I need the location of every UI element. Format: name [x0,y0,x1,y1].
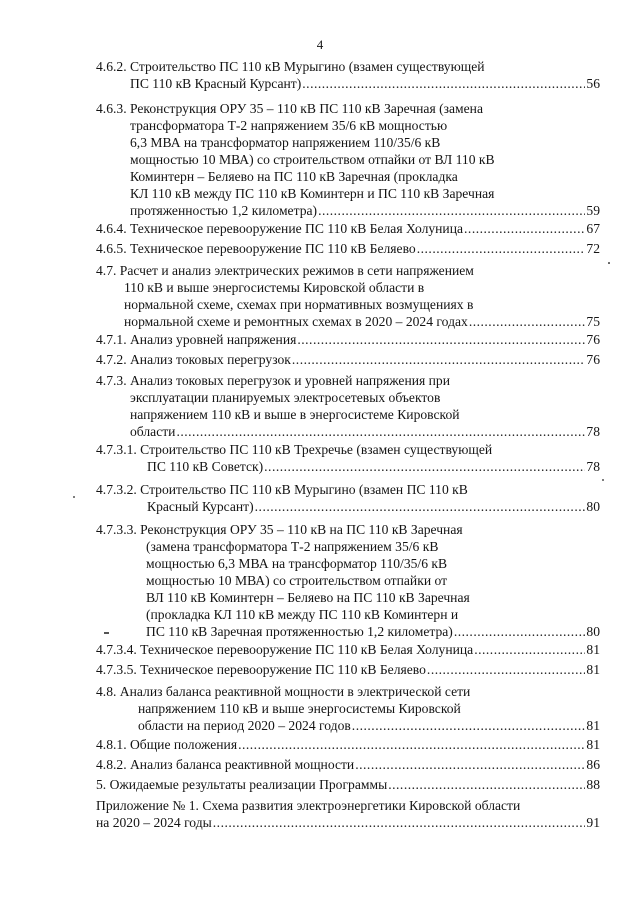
toc-line [146,538,438,555]
toc-entry-title: 4.7.3.4. Техническое перевооружение ПС 110 кВ Белая Холуница [96,642,474,657]
dot-leader [176,423,585,440]
dot-leader [264,458,585,475]
toc-line [96,441,492,458]
toc-entry-title: нормальной схеме и ремонтных схемах в 2020 – 2024 годах [124,314,468,329]
scan-speck [104,632,109,634]
toc-entry-title: 4.6.3. Реконструкция ОРУ 35 – 110 кВ ПС 110 кВ Заречная (замена [96,101,483,116]
toc-line [147,498,600,515]
toc-page-number: 81 [586,737,600,752]
toc-page-number: 76 [586,332,600,347]
toc-entry-title: 4.8.1. Общие положения [96,737,238,752]
toc-line [130,185,494,202]
toc-entry-title: ПС 110 кВ Красный Курсант) [130,76,302,91]
toc-line [147,458,600,475]
toc-entry-title: мощностью 6,3 МВА на трансформатор 110/35/6 кВ [146,556,448,571]
dot-leader [474,641,585,658]
toc-entry-title: Красный Курсант) [147,499,254,514]
toc-line [96,756,600,773]
toc-line [96,661,600,678]
toc-entry[interactable] [0,481,640,515]
toc-entry[interactable] [0,331,640,348]
toc-page-number: 75 [586,314,600,329]
toc-entry-title: протяженностью 1,2 километра) [130,203,318,218]
toc-entry[interactable] [0,683,640,734]
toc-entry[interactable] [0,220,640,237]
toc-entry-title: трансформатора Т-2 напряжением 35/6 кВ мощностью [130,118,448,133]
toc-line [96,521,463,538]
toc-entry[interactable] [0,521,640,640]
toc-entry[interactable] [0,641,640,658]
dot-leader [292,351,586,368]
toc-line [96,240,600,257]
dot-leader [469,313,586,330]
toc-entry[interactable] [0,351,640,368]
toc-entry-title: (замена трансформатора Т-2 напряжением 35/6 кВ [146,539,439,554]
toc-entry-title: 4.7.3. Анализ токовых перегрузок и уровней напряжения при [96,373,451,388]
toc-page-number: 81 [586,662,600,677]
dot-leader [464,220,585,237]
toc-entry-title: напряжением 110 кВ и выше в энергосистеме Кировской [130,407,460,422]
toc-entry-title: ПС 110 кВ Заречная протяженностью 1,2 километра) [146,624,453,639]
toc-entry-title: 4.6.5. Техническое перевооружение ПС 110 кВ Беляево [96,241,416,256]
toc-page-number: 81 [586,718,600,733]
toc-page-number: 80 [586,624,600,639]
dot-leader [388,776,585,793]
toc-line [146,555,447,572]
toc-page-number: 76 [586,352,600,367]
toc-line [96,683,470,700]
toc-entry-title: 4.7.1. Анализ уровней напряжения [96,332,297,347]
toc-line [96,262,474,279]
toc-line [130,423,600,440]
toc-entry-title: Приложение № 1. Схема развития электроэнергетики Кировской области [96,798,521,813]
toc-entry-title: мощностью 10 МВА) со строительством отпайки от ВЛ 110 кВ [130,152,495,167]
toc-entry[interactable] [0,736,640,753]
dot-leader [213,814,586,831]
toc-page-number: 78 [586,424,600,439]
toc-page-number: 80 [586,499,600,514]
toc-line [138,717,600,734]
toc-page-number: 56 [586,76,600,91]
toc-entry-title: 4.7.2. Анализ токовых перегрузок [96,352,291,367]
toc-entry-title: 4.7. Расчет и анализ электрических режимов в сети напряжением [96,263,474,278]
toc-entry-title: 4.8. Анализ баланса реактивной мощности в электрической сети [96,684,471,699]
toc-entry-title: области на период 2020 – 2024 годов [138,718,351,733]
toc-line [96,736,600,753]
toc-entry-title: 4.7.3.1. Строительство ПС 110 кВ Трехречье (взамен существующей [96,442,493,457]
dot-leader [352,717,586,734]
toc-line [96,481,468,498]
scan-speck [602,479,604,481]
toc-entry-title: 4.6.4. Техническое перевооружение ПС 110 кВ Белая Холуница [96,221,464,236]
toc-entry[interactable] [0,372,640,440]
toc-entry-title: 4.8.2. Анализ баланса реактивной мощности [96,757,355,772]
toc-line [96,797,520,814]
toc-line [96,220,600,237]
toc-line [130,75,600,92]
toc-line [130,134,440,151]
dot-leader [454,623,586,640]
toc-line [96,331,600,348]
dot-leader [302,75,585,92]
page-number: 4 [316,37,324,52]
toc-entry[interactable] [0,100,640,219]
toc-entry-title: (прокладка КЛ 110 кВ между ПС 110 кВ Коминтерн и [146,607,459,622]
toc-line [146,589,470,606]
toc-line [130,202,600,219]
toc-line [146,623,600,640]
toc-entry-title: ВЛ 110 кВ Коминтерн – Беляево на ПС 110 кВ Заречная [146,590,470,605]
toc-line [130,168,458,185]
toc-entry-title: напряжением 110 кВ и выше энергосистемы Кировской [138,701,461,716]
toc-entry-title: КЛ 110 кВ между ПС 110 кВ Коминтерн и ПС 110 кВ Заречная [130,186,495,201]
toc-entry[interactable] [0,661,640,678]
toc-entry-title: 110 кВ и выше энергосистемы Кировской области в [124,280,425,295]
scan-speck [608,262,610,264]
dot-leader [297,331,585,348]
toc-entry-title: 4.7.3.5. Техническое перевооружение ПС 110 кВ Беляево [96,662,426,677]
toc-line [96,814,600,831]
toc-line [124,313,600,330]
toc-page-number: 78 [586,459,600,474]
toc-page-number: 67 [586,221,600,236]
toc-page-number: 59 [586,203,600,218]
toc-entry-title: 5. Ожидаемые результаты реализации Программы [96,777,388,792]
toc-entry-title: 4.6.2. Строительство ПС 110 кВ Мурыгино (взамен существующей [96,59,485,74]
dot-leader [318,202,585,219]
toc-entry[interactable] [0,797,640,831]
toc-line [146,572,447,589]
toc-entry-title: Коминтерн – Беляево на ПС 110 кВ Заречная (прокладка [130,169,458,184]
toc-entry[interactable] [0,58,640,92]
toc-entry-title: области [130,424,176,439]
toc-line [96,372,450,389]
toc-entry-title: эксплуатации планируемых электросетевых объектов [130,390,441,405]
toc-entry[interactable] [0,756,640,773]
toc-entry-title: на 2020 – 2024 годы [96,815,212,830]
toc-line [96,776,600,793]
toc-line [130,151,495,168]
toc-page-number: 91 [586,815,600,830]
toc-entry-title: мощностью 10 МВА) со строительством отпайки от [146,573,448,588]
toc-entry-title: 4.7.3.2. Строительство ПС 110 кВ Мурыгино (взамен ПС 110 кВ [96,482,468,497]
dot-leader [255,498,586,515]
toc-entry[interactable] [0,262,640,330]
toc-page-number: 81 [586,642,600,657]
dot-leader [355,756,585,773]
toc-line [130,389,440,406]
toc-line [96,351,600,368]
toc-line [96,100,483,117]
toc-line [138,700,461,717]
toc-entry-title: 4.7.3.3. Реконструкция ОРУ 35 – 110 кВ на ПС 110 кВ Заречная [96,522,463,537]
toc-line [130,406,460,423]
toc-entry[interactable] [0,441,640,475]
toc-entry-title: 6,3 МВА на трансформатор напряжением 110/35/6 кВ [130,135,441,150]
toc-entry[interactable] [0,240,640,257]
toc-page-number: 72 [586,241,600,256]
toc-entry-title: ПС 110 кВ Советск) [147,459,264,474]
toc-line [124,296,473,313]
toc-line [96,641,600,658]
toc-line [96,58,485,75]
toc-line [146,606,458,623]
toc-line [124,279,424,296]
toc-line [130,117,447,134]
dot-leader [417,240,586,257]
toc-entry-title: нормальной схеме, схемах при нормативных возмущениях в [124,297,474,312]
dot-leader [238,736,585,753]
toc-page-number: 88 [586,777,600,792]
scan-speck [73,496,75,498]
toc-page-number: 86 [586,757,600,772]
toc-entry[interactable] [0,776,640,793]
dot-leader [427,661,585,678]
